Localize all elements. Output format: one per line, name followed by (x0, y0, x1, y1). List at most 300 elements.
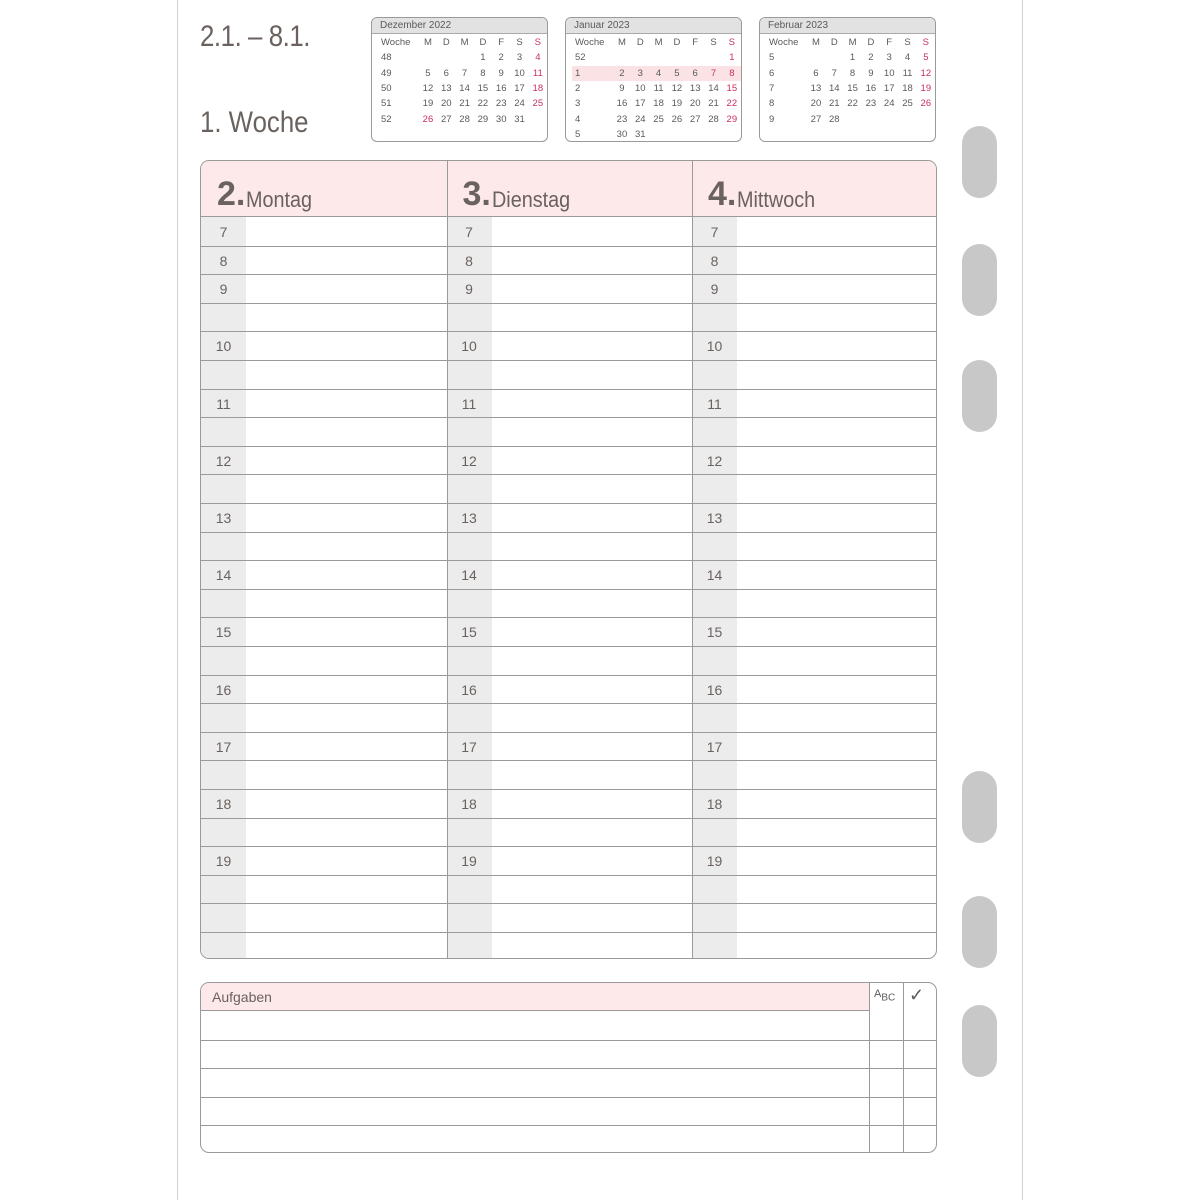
time-slot[interactable] (737, 675, 937, 704)
calendar-day: 10 (883, 67, 895, 79)
time-slot[interactable] (737, 875, 937, 904)
time-slot[interactable] (492, 389, 693, 418)
hour-label: 19 (461, 853, 477, 870)
week-number: 8 (769, 98, 775, 110)
calendar-day: 14 (828, 83, 840, 95)
hour-label: 18 (461, 796, 477, 812)
calendar-day: 28 (708, 113, 719, 125)
mini-calendar-table (378, 35, 547, 127)
calendar-day: 10 (634, 83, 646, 95)
time-slot[interactable] (246, 331, 447, 360)
time-slot[interactable] (492, 646, 693, 675)
week-number: 4 (575, 113, 581, 125)
time-slot[interactable] (737, 617, 937, 646)
check-icon: ✓ (909, 985, 925, 1005)
calendar-day: 15 (847, 83, 858, 95)
calendar-day: 25 (532, 98, 544, 110)
calendar-day: 17 (883, 83, 895, 95)
hour-label: 12 (461, 452, 477, 469)
hour-label: 11 (216, 395, 231, 412)
calendar-day: 17 (514, 83, 525, 95)
time-slot[interactable] (737, 589, 937, 618)
weekday-header: M (423, 37, 432, 49)
time-slot[interactable] (492, 932, 693, 959)
index-tab[interactable] (962, 360, 997, 432)
mini-calendar-table (572, 35, 741, 142)
index-tab[interactable] (962, 896, 997, 968)
time-slot[interactable] (737, 932, 937, 959)
calendar-day: 24 (514, 98, 525, 110)
priority-column-header (874, 986, 895, 1003)
time-slot[interactable] (492, 617, 693, 646)
time-slot[interactable] (246, 818, 447, 847)
calendar-day: 1 (849, 52, 856, 64)
hour-label: 14 (461, 567, 477, 584)
time-slot[interactable] (492, 875, 693, 904)
weekday-header: F (692, 37, 699, 49)
calendar-day: 30 (616, 128, 628, 140)
week-number: 52 (381, 113, 392, 125)
hour-label: 16 (461, 681, 477, 698)
calendar-day (917, 111, 935, 126)
calendar-day: 11 (532, 67, 543, 79)
mini-calendar-title: Dezember 2022 (372, 18, 547, 34)
calendar-day (455, 50, 473, 65)
calendar-day: 12 (422, 83, 434, 95)
calendar-day: 28 (828, 113, 840, 125)
time-slot[interactable] (246, 360, 447, 389)
mini-calendar-table (766, 35, 935, 127)
weekday-header: M (617, 37, 626, 49)
calendar-day (529, 111, 547, 126)
hour-label: 12 (706, 452, 723, 469)
calendar-day: 14 (708, 83, 719, 95)
time-slot[interactable] (737, 217, 937, 246)
calendar-day: 6 (443, 67, 449, 79)
index-tab[interactable] (962, 126, 997, 198)
calendar-day (880, 111, 898, 126)
calendar-day: 15 (726, 83, 738, 95)
time-slot[interactable] (492, 675, 693, 704)
calendar-day: 8 (849, 67, 856, 79)
day-header (692, 161, 937, 217)
calendar-day: 23 (495, 98, 507, 110)
calendar-day: 15 (477, 83, 489, 95)
time-slot[interactable] (246, 389, 447, 418)
time-slot[interactable] (737, 360, 937, 389)
calendar-day: 8 (480, 67, 486, 79)
column-divider (447, 161, 448, 958)
calendar-day: 30 (495, 113, 507, 125)
calendar-day: 12 (671, 83, 683, 95)
calendar-day: 25 (902, 98, 913, 110)
calendar-day (649, 50, 667, 65)
calendar-day: 21 (708, 98, 719, 110)
calendar-day: 16 (495, 83, 507, 95)
calendar-day: 14 (459, 83, 470, 95)
week-number: 5 (575, 128, 581, 140)
calendar-day (686, 50, 704, 65)
weekday-header: M (848, 37, 857, 49)
time-slot[interactable] (246, 560, 447, 589)
time-slot[interactable] (246, 532, 447, 561)
time-slot[interactable] (492, 446, 693, 475)
week-number: 3 (575, 98, 581, 110)
calendar-day (825, 50, 843, 65)
calendar-day: 27 (440, 113, 452, 125)
calendar-day (668, 127, 686, 142)
time-slot[interactable] (246, 846, 447, 875)
time-slot[interactable] (246, 446, 447, 475)
weekday-header: S (922, 37, 929, 49)
calendar-day: 6 (686, 66, 704, 81)
weekday-header: M (654, 37, 663, 49)
calendar-day: 24 (634, 113, 646, 125)
calendar-day: 19 (920, 83, 932, 95)
calendar-day: 31 (634, 128, 646, 140)
hour-label: 10 (215, 338, 232, 355)
time-slot[interactable] (492, 818, 693, 847)
calendar-day: 16 (616, 98, 628, 110)
hour-label: 17 (215, 738, 232, 755)
time-slot[interactable] (737, 417, 937, 446)
calendar-day: 29 (477, 113, 489, 125)
time-slot[interactable] (737, 703, 937, 732)
calendar-day: 1 (729, 52, 735, 64)
hour-label: 16 (706, 681, 723, 698)
task-row[interactable] (201, 1040, 869, 1069)
time-slot[interactable] (492, 503, 693, 532)
weekday-header: D (830, 37, 838, 49)
calendar-day: 29 (726, 113, 738, 125)
weekday-header: D (636, 37, 644, 49)
calendar-day (898, 111, 916, 126)
weekday-header: S (516, 37, 523, 49)
calendar-day: 23 (865, 98, 877, 110)
hour-label: 19 (706, 853, 723, 870)
calendar-day: 2 (868, 52, 874, 64)
time-slot[interactable] (492, 331, 693, 360)
calendar-day: 25 (653, 113, 664, 125)
column-divider (692, 161, 693, 958)
task-row[interactable] (201, 1125, 869, 1153)
hour-label: 10 (461, 338, 477, 355)
week-number: 1 (572, 66, 613, 81)
hour-label: 14 (215, 567, 232, 584)
week-number: 52 (575, 52, 586, 64)
time-slot[interactable] (737, 532, 937, 561)
calendar-day (649, 127, 667, 142)
time-slot[interactable] (737, 903, 937, 932)
time-slot[interactable] (737, 246, 937, 275)
calendar-day: 20 (689, 98, 701, 110)
time-slot[interactable] (492, 217, 693, 246)
time-slot[interactable] (492, 589, 693, 618)
time-slot[interactable] (737, 789, 937, 818)
date-range-title: 2.1. – 8.1. (200, 20, 311, 53)
hour-label: 12 (215, 452, 232, 469)
calendar-day: 9 (619, 83, 625, 95)
time-slot[interactable] (246, 617, 447, 646)
calendar-day: 11 (902, 67, 913, 79)
calendar-day: 26 (920, 98, 932, 110)
hour-label: 10 (706, 338, 723, 355)
time-slot[interactable] (492, 560, 693, 589)
time-slot[interactable] (246, 875, 447, 904)
hour-label: 7 (465, 224, 473, 240)
mini-calendar-title: Februar 2023 (760, 18, 935, 34)
week-number: 7 (769, 83, 775, 95)
calendar-day: 11 (653, 83, 664, 95)
hour-label: 17 (706, 738, 723, 755)
time-slot[interactable] (246, 246, 447, 275)
week-number: 2 (575, 83, 581, 95)
calendar-day: 10 (514, 67, 525, 79)
hour-label: 13 (706, 510, 723, 526)
hour-label: 19 (215, 853, 232, 870)
time-slot[interactable] (246, 303, 447, 332)
week-number: 48 (381, 52, 392, 64)
weekday-header: F (886, 37, 893, 49)
calendar-day: 16 (865, 83, 877, 95)
time-slot[interactable] (492, 760, 693, 789)
task-row[interactable] (201, 1097, 869, 1126)
time-slot[interactable] (737, 732, 937, 761)
task-row[interactable] (201, 1011, 869, 1040)
weekday-header: S (904, 37, 911, 49)
time-slot[interactable] (246, 789, 447, 818)
calendar-day: 5 (668, 66, 686, 81)
day-column (201, 161, 447, 958)
time-slot[interactable] (492, 703, 693, 732)
calendar-day: 28 (459, 113, 470, 125)
calendar-day (419, 50, 437, 65)
calendar-day (668, 50, 686, 65)
calendar-day: 3 (631, 66, 649, 81)
weekday-header: D (479, 37, 487, 49)
time-slot[interactable] (737, 274, 937, 303)
day-name: Mittwoch (737, 187, 816, 212)
tasks-label: Aufgaben (212, 989, 272, 1005)
calendar-day: 27 (810, 113, 822, 125)
tasks-table (200, 982, 937, 1153)
hour-label: 8 (219, 252, 228, 269)
time-slot[interactable] (246, 675, 447, 704)
calendar-day: 24 (883, 98, 895, 110)
calendar-day: 13 (440, 83, 452, 95)
hour-label: 15 (706, 624, 723, 641)
week-number: 51 (381, 98, 392, 110)
calendar-day: 20 (810, 98, 822, 110)
calendar-day: 27 (689, 113, 701, 125)
calendar-day: 26 (671, 113, 683, 125)
calendar-day: 31 (514, 113, 525, 125)
mini-calendar-title: Januar 2023 (566, 18, 741, 34)
index-tab[interactable] (962, 244, 997, 316)
weekday-header: D (867, 37, 875, 49)
calendar-day: 7 (831, 67, 837, 79)
time-slot[interactable] (737, 560, 937, 589)
calendar-day: 3 (886, 52, 892, 64)
index-tab[interactable] (962, 1005, 997, 1077)
calendar-day (723, 127, 741, 142)
calendar-day: 20 (440, 98, 452, 110)
calendar-day (704, 50, 722, 65)
week-number: 50 (381, 83, 392, 95)
calendar-day: 6 (813, 67, 819, 79)
time-slot[interactable] (246, 503, 447, 532)
calendar-day: 8 (723, 66, 741, 81)
weekday-header: S (534, 37, 541, 49)
calendar-day: 4 (535, 52, 541, 64)
calendar-day: 23 (616, 113, 628, 125)
calendar-day: 1 (480, 52, 486, 64)
calendar-day: 18 (532, 83, 544, 95)
hour-label: 7 (710, 224, 719, 240)
weekday-header: S (728, 37, 735, 49)
calendar-day: 13 (689, 83, 701, 95)
calendar-day (843, 111, 861, 126)
time-slot[interactable] (492, 360, 693, 389)
day-number: 4. (708, 175, 737, 213)
priority-a: A (874, 988, 882, 1000)
time-slot[interactable] (737, 331, 937, 360)
time-slot[interactable] (492, 246, 693, 275)
calendar-day (631, 50, 649, 65)
task-column-divider (869, 983, 870, 1153)
calendar-day: 9 (498, 67, 504, 79)
day-number: 3. (462, 175, 491, 213)
hour-label: 17 (461, 738, 477, 755)
week-title: 1. Woche (200, 106, 309, 139)
time-slot[interactable] (246, 760, 447, 789)
day-header (447, 161, 693, 217)
weekday-header: Woche (575, 37, 605, 49)
calendar-day: 7 (461, 67, 468, 79)
calendar-day: 2 (613, 66, 631, 81)
calendar-day (437, 50, 455, 65)
hour-label: 13 (461, 510, 477, 526)
calendar-day: 12 (920, 67, 932, 79)
hour-label: 8 (710, 252, 719, 269)
calendar-day: 18 (653, 98, 664, 110)
hour-label: 18 (215, 796, 232, 812)
time-slot[interactable] (246, 932, 447, 959)
time-slot[interactable] (246, 732, 447, 761)
time-slot[interactable] (737, 474, 937, 503)
time-slot[interactable] (737, 818, 937, 847)
calendar-day: 22 (477, 98, 489, 110)
hour-label: 9 (710, 281, 719, 298)
time-slot[interactable] (492, 532, 693, 561)
time-slot[interactable] (492, 789, 693, 818)
hour-label: 18 (706, 796, 723, 812)
calendar-day: 22 (726, 98, 738, 110)
calendar-day: 5 (425, 67, 431, 79)
calendar-day: 21 (459, 98, 470, 110)
calendar-day (686, 127, 704, 142)
time-slot[interactable] (492, 303, 693, 332)
time-slot[interactable] (737, 503, 937, 532)
hour-label: 11 (461, 395, 477, 412)
time-slot[interactable] (246, 417, 447, 446)
time-slot[interactable] (737, 760, 937, 789)
hour-label: 9 (219, 281, 228, 298)
time-slot[interactable] (737, 646, 937, 675)
calendar-day (862, 111, 880, 126)
hour-label: 15 (215, 624, 232, 641)
time-slot[interactable] (492, 274, 693, 303)
calendar-day: 3 (516, 52, 523, 64)
weekday-header: S (710, 37, 717, 49)
hour-label: 9 (465, 281, 473, 298)
calendar-day: 5 (923, 52, 929, 64)
time-slot[interactable] (246, 474, 447, 503)
weekday-header: Woche (381, 37, 411, 49)
calendar-day: 18 (902, 83, 913, 95)
priority-bc: BC (881, 992, 896, 1004)
calendar-day (613, 50, 631, 65)
time-slot[interactable] (492, 474, 693, 503)
calendar-day: 19 (422, 98, 434, 110)
time-slot[interactable] (492, 732, 693, 761)
weekday-header: F (498, 37, 505, 49)
mini-calendar (371, 17, 548, 142)
calendar-day (704, 127, 722, 142)
calendar-day: 4 (904, 52, 911, 64)
calendar-day: 22 (847, 98, 858, 110)
mini-calendar (565, 17, 742, 142)
tasks-header (201, 983, 869, 1011)
day-number: 2. (217, 175, 246, 213)
week-number: 9 (769, 113, 775, 125)
calendar-day: 21 (828, 98, 840, 110)
time-slot[interactable] (246, 589, 447, 618)
day-name: Dienstag (491, 187, 570, 212)
time-slot[interactable] (737, 846, 937, 875)
time-slot[interactable] (737, 303, 937, 332)
hour-label: 15 (461, 624, 477, 641)
week-number: 49 (381, 67, 392, 79)
time-slot[interactable] (737, 446, 937, 475)
index-tab[interactable] (962, 771, 997, 843)
day-schedule-grid (200, 160, 937, 959)
time-slot[interactable] (492, 417, 693, 446)
hour-label: 13 (215, 510, 232, 526)
weekday-header: M (811, 37, 820, 49)
calendar-day: 7 (704, 66, 722, 81)
calendar-day: 26 (422, 113, 434, 125)
calendar-day: 9 (868, 67, 874, 79)
time-slot[interactable] (246, 217, 447, 246)
calendar-day (807, 50, 825, 65)
hour-label: 11 (707, 395, 722, 412)
weekday-header: M (460, 37, 469, 49)
weekday-header: Woche (769, 37, 799, 49)
time-slot[interactable] (246, 703, 447, 732)
task-column-divider (903, 983, 904, 1153)
time-slot[interactable] (246, 903, 447, 932)
time-slot[interactable] (492, 846, 693, 875)
task-row[interactable] (201, 1068, 869, 1097)
time-slot[interactable] (246, 274, 447, 303)
time-slot[interactable] (246, 646, 447, 675)
time-slot[interactable] (737, 389, 937, 418)
time-slot[interactable] (492, 903, 693, 932)
weekday-header: D (673, 37, 681, 49)
week-number: 5 (769, 52, 775, 64)
mini-calendar (759, 17, 936, 142)
